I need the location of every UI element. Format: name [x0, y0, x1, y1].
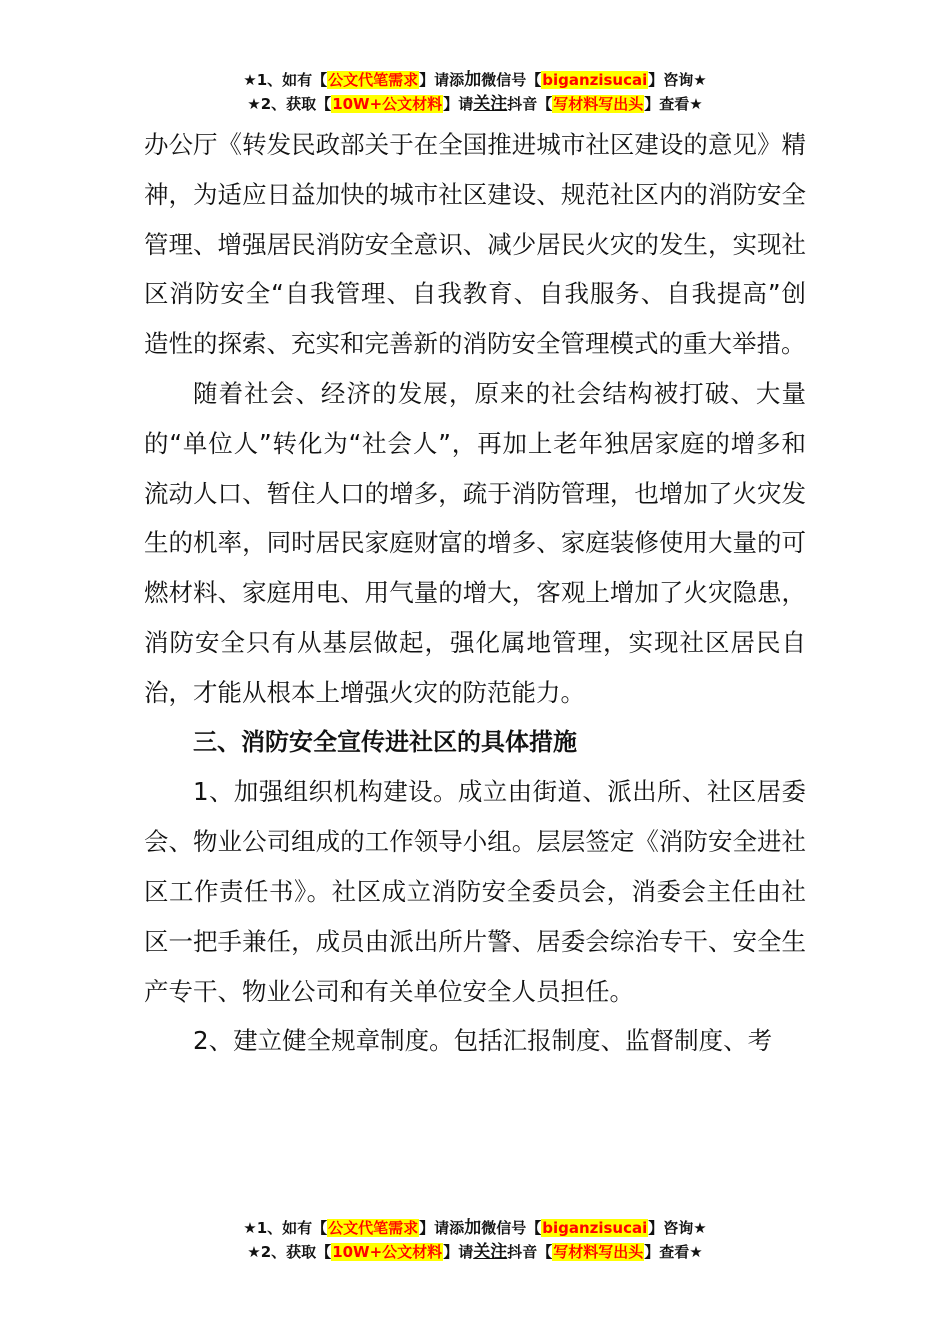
promo-line-1-suffix: 】咨询★ [648, 1219, 707, 1237]
promo-line-2 [0, 92, 950, 116]
promo-line-2-prefix: ★2、获取【 [247, 1243, 332, 1261]
promo-line-1 [0, 68, 950, 92]
promo-highlight-materials: 10W+公文材料 [332, 95, 443, 113]
promo-highlight-service: 公文代笔需求 [328, 71, 419, 89]
promo-highlight-douyin: 写材料写出头 [553, 1243, 644, 1261]
promo-line-2-suffix: 】查看★ [644, 1243, 703, 1261]
promo-line-2 [0, 1240, 950, 1264]
document-body [144, 120, 806, 1066]
section-heading: 三、消防安全宣传进社区的具体措施 [193, 727, 577, 756]
promo-line-1-middle-2: 微信号【 [481, 71, 542, 89]
promo-line-1 [0, 1216, 950, 1240]
promo-highlight-service: 公文代笔需求 [328, 1219, 419, 1237]
promo-emphasis-follow: 关注 [473, 1242, 508, 1262]
promo-line-2-prefix: ★2、获取【 [247, 95, 332, 113]
promo-highlight-douyin: 写材料写出头 [553, 95, 644, 113]
promo-emphasis-follow: 关注 [473, 94, 508, 114]
promo-highlight-wechat-id: biganzisucai [542, 1219, 648, 1237]
promo-line-2-middle: 】请 [443, 95, 474, 113]
promo-line-1-suffix: 】咨询★ [648, 71, 707, 89]
paragraph-measure-1: 1、加强组织机构建设。成立由街道、派出所、社区居委会、物业公司组成的工作领导小组。层层签定《消防安全进社区工作责任书》。社区成立消防安全委员会，消委会主任由社区一把手兼任，成员由派出所片警、居委会综治专干、安全生产专干、物业公司和有关单位安全人员担任。 [144, 777, 806, 1006]
promo-line-1-prefix: ★1、如有【 [243, 71, 328, 89]
promo-line-2-suffix: 】查看★ [644, 95, 703, 113]
promo-line-1-middle-2: 微信号【 [481, 1219, 542, 1237]
promo-emphasis: 加 [464, 70, 482, 90]
promo-highlight-wechat-id: biganzisucai [542, 71, 648, 89]
promo-highlight-materials: 10W+公文材料 [332, 1243, 443, 1261]
paragraph-social-background: 随着社会、经济的发展，原来的社会结构被打破、大量的“单位人”转化为“社会人”，再加上老年独居家庭的增多和流动人口、暂住人口的增多，疏于消防管理，也增加了火灾发生的机率，同时居民家庭财富的增多、家庭装修使用大量的可燃材料、家庭用电、用气量的增大，客观上增加了火灾隐患，消防安全只有从基层做起，强化属地管理，实现社区居民自治，才能从根本上增强火灾的防范能力。 [144, 378, 806, 707]
paragraph-measure-2: 2、建立健全规章制度。包括汇报制度、监督制度、考 [193, 1026, 773, 1056]
promo-line-2-middle-2: 抖音【 [507, 1243, 553, 1261]
promo-line-1-middle: 】请添 [419, 71, 465, 89]
promo-line-2-middle-2: 抖音【 [507, 95, 553, 113]
promo-line-1-middle: 】请添 [419, 1219, 465, 1237]
promo-banner-bottom [0, 1216, 950, 1264]
promo-emphasis: 加 [464, 1218, 482, 1238]
promo-banner-top [0, 68, 950, 116]
paragraph-continuation: 办公厅《转发民政部关于在全国推进城市社区建设的意见》精神，为适应日益加快的城市社区建设、规范社区内的消防安全管理、增强居民消防安全意识、减少居民火灾的发生，实现社区消防安全“自我管理、自我教育、自我服务、自我提高”创造性的探索、充实和完善新的消防安全管理模式的重大举措。 [144, 130, 806, 359]
promo-line-2-middle: 】请 [443, 1243, 474, 1261]
promo-line-1-prefix: ★1、如有【 [243, 1219, 328, 1237]
